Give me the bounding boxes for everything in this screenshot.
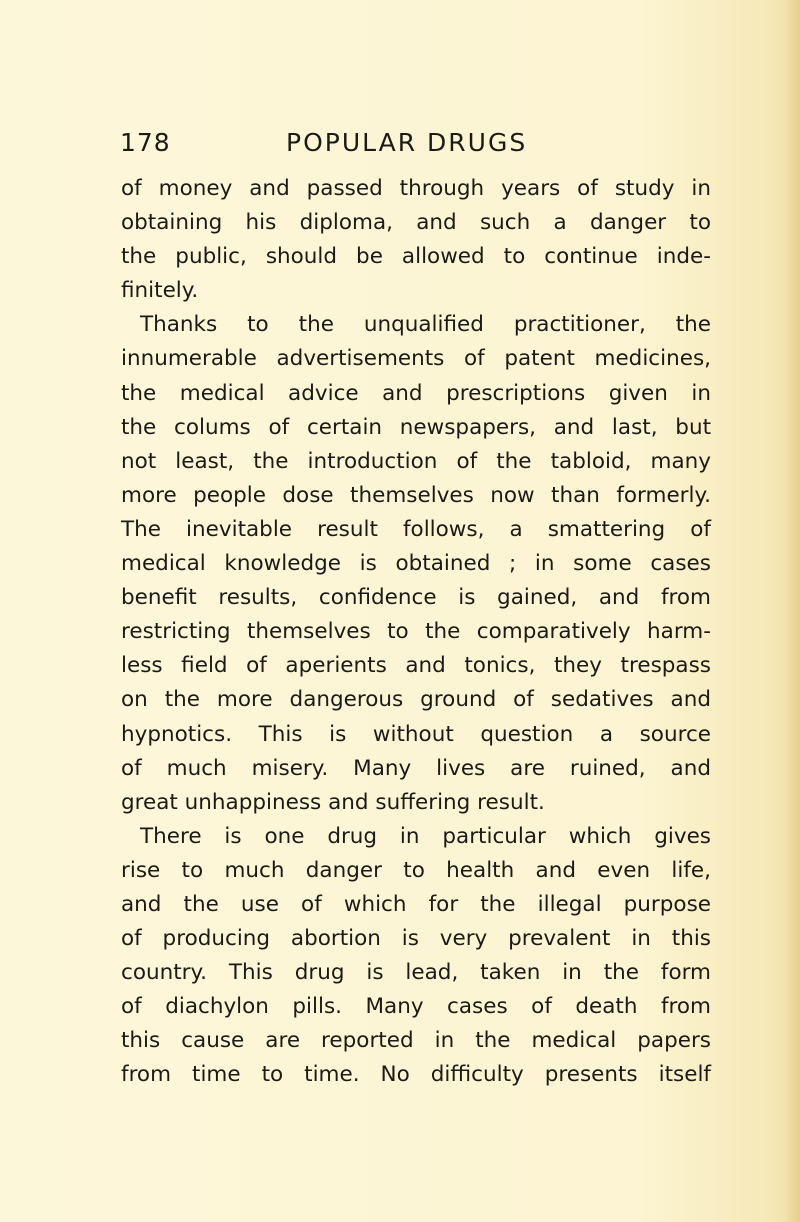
text-line: rise to much danger to health and even life, — [121, 857, 711, 883]
text-line: There is one drug in particular which gives — [140, 823, 711, 849]
text-line: The inevitable result follows, a smattering of — [121, 516, 711, 542]
text-line: finitely. — [121, 278, 199, 304]
running-title: POPULAR DRUGS — [286, 128, 528, 157]
text-line: the public, should be allowed to continue inde- — [121, 244, 711, 270]
text-line: of diachylon pills. Many cases of death from — [121, 994, 711, 1020]
text-line: medical knowledge is obtained ; in some cases — [121, 551, 711, 577]
text-line: the colums of certain newspapers, and last, but — [121, 414, 711, 440]
text-line: and the use of which for the illegal purpose — [121, 891, 711, 917]
text-line: of producing abortion is very prevalent in this — [121, 926, 711, 952]
text-line: not least, the introduction of the tabloid, many — [121, 448, 711, 474]
text-line: obtaining his diploma, and such a danger to — [121, 210, 711, 236]
text-line: of money and passed through years of study in — [121, 176, 711, 201]
text-line: benefit results, confidence is gained, and from — [121, 585, 711, 611]
running-head — [0, 128, 800, 168]
text-line: restricting themselves to the comparatively harm- — [121, 619, 711, 645]
text-line: less field of aperients and tonics, they trespass — [121, 653, 711, 679]
text-line: more people dose themselves now than formerly. — [121, 482, 711, 508]
page-edge-shadow — [786, 0, 800, 1222]
text-line: on the more dangerous ground of sedatives and — [121, 687, 711, 713]
text-line: this cause are reported in the medical papers — [121, 1028, 711, 1054]
page-number: 178 — [120, 128, 171, 157]
text-line: great unhappiness and suffering result. — [121, 789, 545, 815]
text-line: of much misery. Many lives are ruined, and — [121, 755, 711, 781]
text-line: from time to time. No difficulty presents itself — [121, 1062, 711, 1088]
text-line: hypnotics. This is without question a source — [121, 721, 711, 747]
text-line: Thanks to the unqualified practitioner, the — [140, 312, 711, 338]
text-line: the medical advice and prescriptions given in — [121, 380, 711, 406]
text-line: innumerable advertisements of patent medicines, — [121, 346, 711, 372]
text-line: country. This drug is lead, taken in the form — [121, 960, 711, 986]
body-text — [121, 172, 711, 1093]
